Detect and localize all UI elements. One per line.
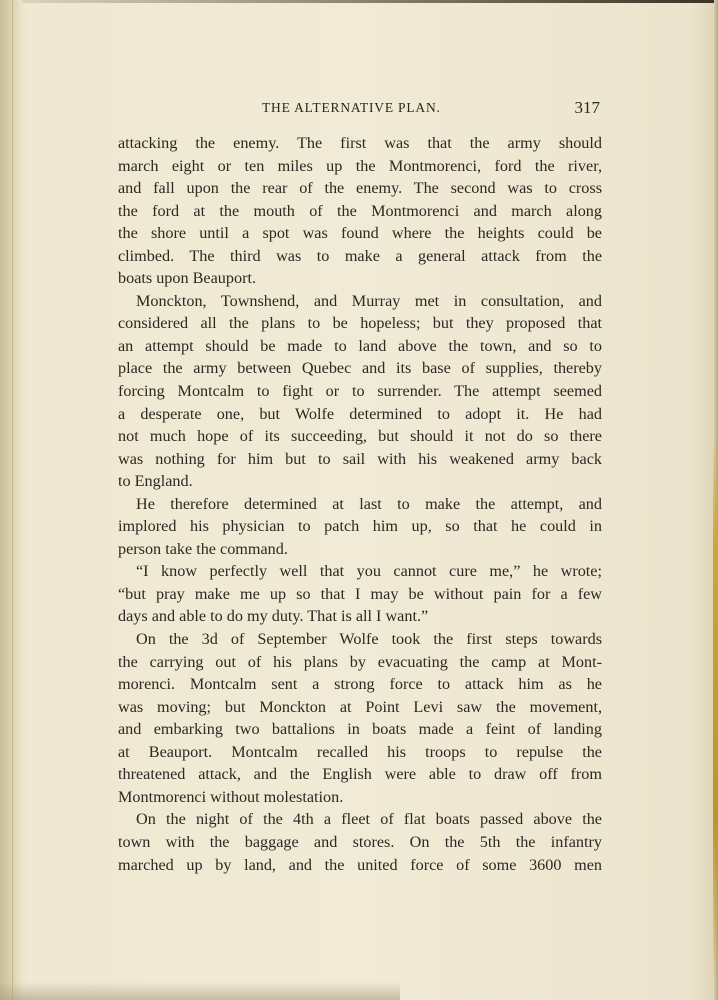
text-line: person take the command.: [118, 539, 288, 558]
text-line: to England.: [118, 472, 193, 491]
text-line: the shore until a spot was found where the heights could be: [118, 224, 602, 243]
page-binding-edge: [0, 0, 22, 1000]
paragraph-first-line: “I know perfectly well that you cannot cure me,” he wrote;: [136, 562, 602, 581]
text-line: days and able to do my duty. That is all I want.”: [118, 607, 429, 626]
running-head: [118, 100, 600, 122]
page-bottom-smudge: [0, 982, 400, 1000]
running-title: THE ALTERNATIVE PLAN.: [262, 100, 441, 115]
paragraph-first-line: Monckton, Townshend, and Murray met in consultation, and: [136, 291, 602, 310]
text-line: “but pray make me up so that I may be without pain for a few: [118, 584, 602, 603]
text-line: forcing Montcalm to fight or to surrender. The attempt seemed: [118, 382, 602, 401]
text-line: was nothing for him but to sail with his weakened army back: [118, 449, 602, 468]
body-text: [118, 132, 602, 876]
page-number: 317: [574, 98, 600, 117]
text-line: implored his physician to patch him up, so that he could in: [118, 517, 602, 536]
text-line: the carrying out of his plans by evacuating the camp at Mont-: [118, 652, 602, 671]
text-line: at Beauport. Montcalm recalled his troops to repulse the: [118, 742, 602, 761]
paragraph-first-line: On the night of the 4th a fleet of flat boats passed above the: [136, 810, 602, 829]
text-line: and fall upon the rear of the enemy. The second was to cross: [118, 179, 602, 198]
text-line: attacking the enemy. The first was that the army should: [118, 134, 602, 152]
paragraph-first-line: He therefore determined at last to make the attempt, and: [136, 494, 602, 513]
text-line: was moving; but Monckton at Point Levi saw the movement,: [118, 697, 602, 716]
page-fold-line: [12, 0, 13, 1000]
text-line: boats upon Beauport.: [118, 269, 257, 288]
text-line: march eight or ten miles up the Montmorenci, ford the river,: [118, 156, 602, 175]
text-line: not much hope of its succeeding, but should it not do so there: [118, 427, 602, 446]
text-line: considered all the plans to be hopeless; but they proposed that: [118, 314, 602, 333]
text-line: place the army between Quebec and its base of supplies, thereby: [118, 359, 602, 378]
text-line: the ford at the mouth of the Montmorenci and march along: [118, 201, 602, 220]
page-right-stain: [713, 440, 718, 980]
text-line: marched up by land, and the united force of some 3600 men: [118, 855, 602, 874]
text-line: town with the baggage and stores. On the 5th the infantry: [118, 832, 602, 851]
page-top-edge: [22, 0, 718, 3]
text-line: climbed. The third was to make a general attack from the: [118, 246, 602, 265]
text-line: and embarking two battalions in boats made a feint of landing: [118, 720, 602, 739]
text-line: an attempt should be made to land above the town, and so to: [118, 336, 602, 355]
text-line: Montmorenci without molestation.: [118, 787, 344, 806]
text-line: a desperate one, but Wolfe determined to adopt it. He had: [118, 404, 602, 423]
text-line: threatened attack, and the English were able to draw off from: [118, 765, 602, 784]
text-line: morenci. Montcalm sent a strong force to attack him as he: [118, 675, 602, 694]
paragraph-first-line: On the 3d of September Wolfe took the first steps towards: [136, 630, 602, 649]
